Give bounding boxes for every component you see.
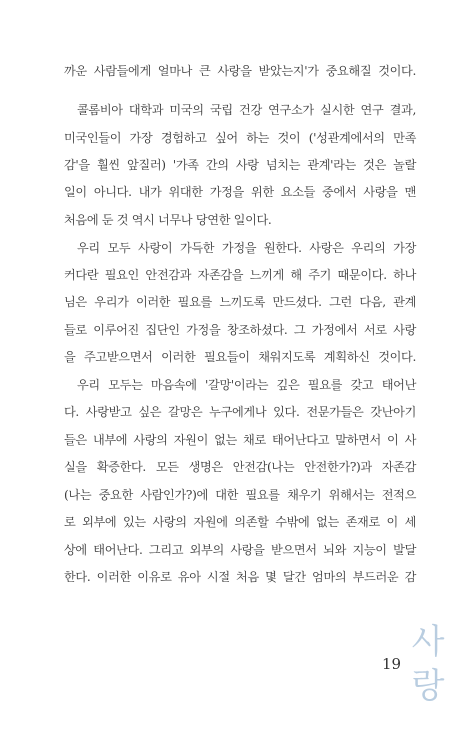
text-line: 감'을 훨씬 앞질러) '가족 간의 사랑 넘치는 관계'라는 것은 놀랄 bbox=[64, 158, 416, 172]
text-line: (나는 중요한 사람인가?)에 대한 필요를 채우기 위해서는 전적으 bbox=[64, 488, 416, 502]
text-line: 우리 모두 사랑이 가득한 가정을 원한다. 사랑은 우리의 가장 bbox=[77, 241, 416, 255]
page-number: 19 bbox=[382, 655, 402, 673]
text-line: 처음에 둔 것 역시 너무나 당연한 일이다. bbox=[64, 213, 272, 227]
text-line: 상에 태어난다. 그리고 외부의 사랑을 받으면서 뇌와 지능이 발달 bbox=[64, 543, 416, 557]
text-line: 우리 모두는 마음속에 '갈망'이라는 깊은 필요를 갖고 태어난 bbox=[77, 378, 416, 392]
text-line: 님은 우리가 이러한 필요를 느끼도록 만드셨다. 그런 다음, 관계 bbox=[64, 295, 416, 309]
chapter-ornament bbox=[403, 620, 453, 708]
text-line: 실을 확증한다. 모든 생명은 안전감(나는 안전한가?)과 자존감 bbox=[64, 460, 416, 474]
text-line: 콜롬비아 대학과 미국의 국립 건강 연구소가 실시한 연구 결과, bbox=[77, 103, 416, 117]
ornament-char: 사 bbox=[411, 622, 445, 662]
text-line: 커다란 필요인 안전감과 자존감을 느끼게 해 주기 때문이다. 하나 bbox=[64, 268, 416, 282]
text-line: 로 외부에 있는 사랑의 자원에 의존할 수밖에 없는 존재로 이 세 bbox=[64, 515, 416, 529]
text-line: 까운 사람들에게 얼마나 큰 사랑을 받았는지'가 중요해질 것이다. bbox=[64, 64, 416, 78]
ornament-char: 랑 bbox=[411, 666, 445, 706]
text-line: 미국인들이 가장 경험하고 싶어 하는 것이 ('성관계에서의 만족 bbox=[64, 131, 416, 145]
text-line: 들로 이루어진 집단인 가정을 창조하셨다. 그 가정에서 서로 사랑 bbox=[64, 323, 416, 337]
text-line: 한다. 이러한 이유로 유아 시절 처음 몇 달간 엄마의 부드러운 감 bbox=[64, 570, 416, 584]
text-line: 일이 아니다. 내가 위대한 가정을 위한 요소들 중에서 사랑을 맨 bbox=[64, 185, 416, 199]
text-line: 을 주고받으면서 이러한 필요들이 채워지도록 계획하신 것이다. bbox=[64, 350, 416, 364]
text-line: 다. 사랑받고 싶은 갈망은 누구에게나 있다. 전문가들은 갓난아기 bbox=[64, 405, 416, 419]
text-line: 들은 내부에 사랑의 자원이 없는 채로 태어난다고 말하면서 이 사 bbox=[64, 433, 416, 447]
